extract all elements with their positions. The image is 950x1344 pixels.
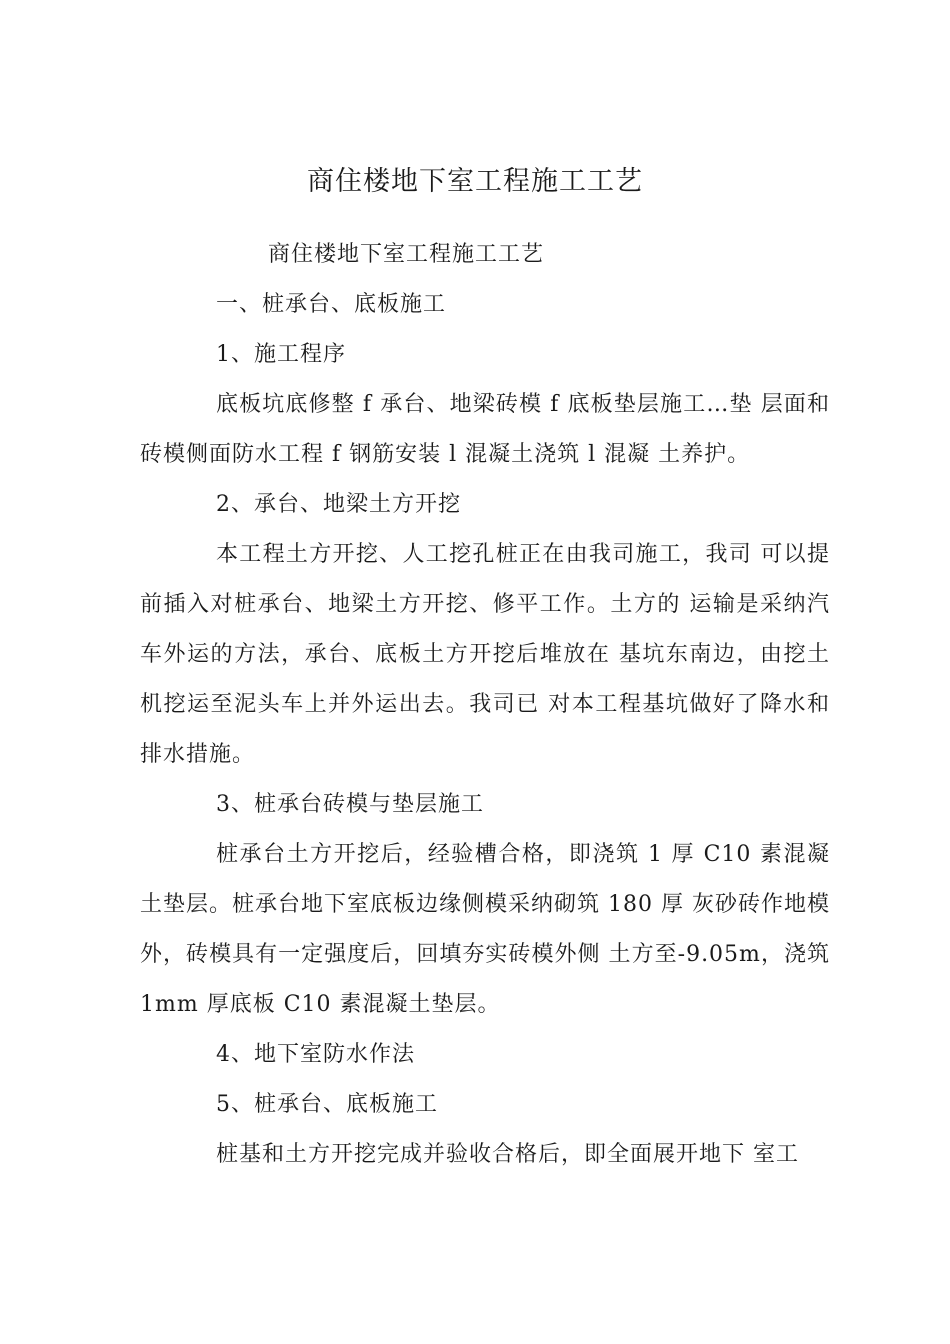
document-subtitle: 商住楼地下室工程施工工艺 [268, 242, 545, 267]
paragraph-foundation-construction: 桩基和土方开挖完成并验收合格后，即全面展开地下 室工 [216, 1142, 799, 1167]
subsection-heading-2: 2、承台、地梁土方开挖 [216, 492, 461, 517]
section-heading-1: 一、桩承台、底板施工 [216, 292, 447, 317]
paragraph-construction-sequence: 底板坑底修整 f 承台、地梁砖模 f 底板垫层施工…垫 层面和砖模侧面防水工程 f 钢筋安装 l 混凝土浇筑 l 混凝 土养护。 [140, 392, 830, 467]
paragraph-excavation: 本工程土方开挖、人工挖孔桩正在由我司施工，我司 可以提前插入对桩承台、地梁土方开挖、修平工作。土方的 运输是采纳汽车外运的方法，承台、底板土方开挖后堆放在 基坑东南边，由挖土机挖运至泥头车上并外运出去。我司已 对本工程基坑做好了降水和排水措施。 [140, 542, 830, 767]
subsection-heading-1: 1、施工程序 [216, 342, 346, 367]
document-body [140, 230, 830, 1180]
paragraph-brick-formwork: 桩承台土方开挖后，经验槽合格，即浇筑 1 厚 C10 素混凝土垫层。桩承台地下室底板边缘侧模采纳砌筑 180 厚 灰砂砖作地模外，砖模具有一定强度后，回填夯实砖模外侧 土方至-9.05m，浇筑 1mm 厚底板 C10 素混凝土垫层。 [140, 842, 830, 1017]
subsection-heading-5: 5、桩承台、底板施工 [216, 1092, 438, 1117]
subsection-heading-3: 3、桩承台砖模与垫层施工 [216, 792, 484, 817]
subsection-heading-4: 4、地下室防水作法 [216, 1042, 415, 1067]
document-title: 商住楼地下室工程施工工艺 [307, 166, 643, 197]
